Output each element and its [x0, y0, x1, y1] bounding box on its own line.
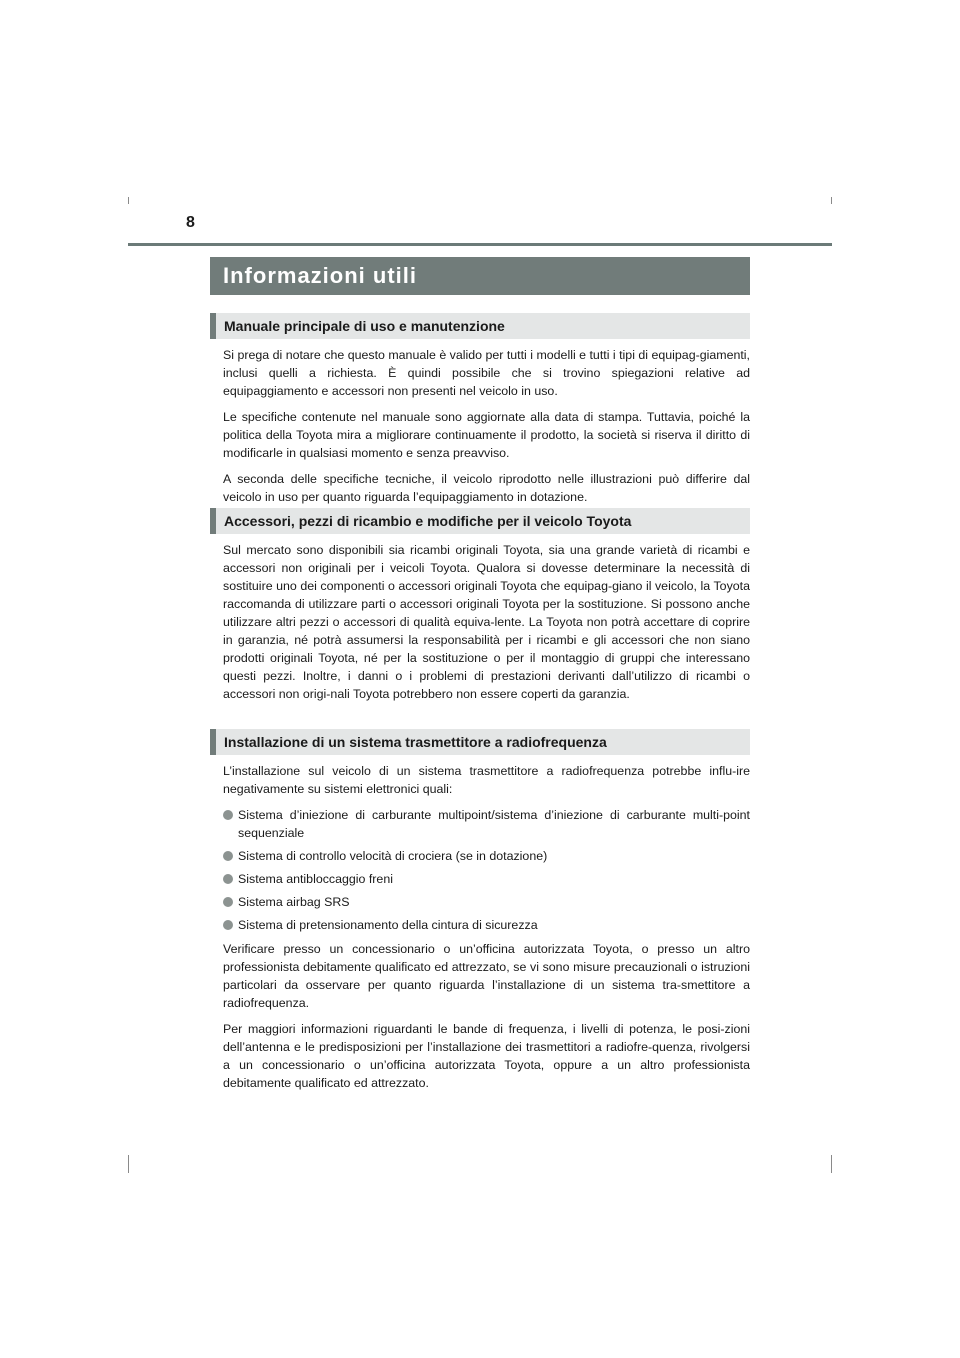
paragraph-intro: L’installazione sul veicolo di un sistema trasmettitore a radiofrequenza potrebbe influ-ire negativamente su sistemi elettronici quali: [223, 764, 750, 796]
bullet-icon [223, 851, 233, 861]
page-number: 8 [186, 214, 195, 231]
paragraph: A seconda delle specifiche tecniche, il veicolo riprodotto nelle illustrazioni può differire dal veicolo in uso per quanto riguarda l’equipaggiamento in dotazione. [223, 472, 750, 504]
section-body [210, 762, 750, 1092]
list-item [223, 870, 750, 888]
bullet-icon [223, 920, 233, 930]
list-item [223, 916, 750, 934]
section-installazione [210, 729, 750, 1100]
section-manuale [210, 313, 750, 514]
page-title: Informazioni utili [210, 257, 750, 295]
bullet-icon [223, 874, 233, 884]
paragraph: Le specifiche contenute nel manuale sono aggiornate alla data di stampa. Tuttavia, poiché la politica della Toyota mira a migliorare continuamente il prodotto, la società si riserva il diritto di modificarle in qualsiasi momento e senza preavviso. [223, 410, 750, 460]
list-item-text: Sistema di controllo velocità di crociera (se in dotazione) [238, 849, 548, 863]
section-header: Accessori, pezzi di ricambio e modifiche per il veicolo Toyota [210, 508, 750, 534]
crop-mark-top-right [831, 197, 832, 204]
crop-mark-bottom-left [128, 1155, 129, 1173]
bullet-icon [223, 810, 233, 820]
list-item-text: Sistema d’iniezione di carburante multipoint/sistema d’iniezione di carburante multi-point sequenziale [238, 808, 750, 840]
list-item-text: Sistema di pretensionamento della cintura di sicurezza [238, 918, 538, 932]
section-body [210, 346, 750, 506]
section-accessori [210, 508, 750, 711]
header-rule [128, 243, 832, 246]
list-item [223, 806, 750, 842]
paragraph: Si prega di notare che questo manuale è valido per tutti i modelli e tutti i tipi di equipag-giamenti, inclusi quelli a richiesta. È quindi possibile che si trovino spiegazioni relative ad equipaggiamento e accessori non presenti nel veicolo in uso. [223, 348, 750, 398]
list-item [223, 893, 750, 911]
list-item-text: Sistema airbag SRS [238, 895, 350, 909]
paragraph: Per maggiori informazioni riguardanti le bande di frequenza, i livelli di potenza, le posi-zioni dell’antenna e le predisposizioni per l’installazione dei trasmettitori a radiofre-quenza, rivolgersi a un concessionario o un’officina autorizzata Toyota, oppure a un altro professionista debitamente qualificato ed attrezzato. [223, 1022, 750, 1090]
section-header: Installazione di un sistema trasmettitore a radiofrequenza [210, 729, 750, 755]
list-item [223, 847, 750, 865]
section-body [210, 541, 750, 703]
crop-mark-top-left [128, 197, 129, 204]
paragraph: Verificare presso un concessionario o un’officina autorizzata Toyota, o presso un altro professionista debitamente qualificato ed attrezzato, se vi sono misure precauzionali o istruzioni particolari da osservare per quanto riguarda l’installazione di un sistema tra-smettitore a radiofrequenza. [223, 942, 750, 1010]
paragraph: Sul mercato sono disponibili sia ricambi originali Toyota, sia una grande varietà di ricambi e accessori non originali per i veicoli Toyota. Qualora si dovesse determinare la necessità di sostituire uno dei componenti o accessori originali Toyota che equipag-giano il veicolo, la Toyota raccomanda di utilizzare parti o accessori originali Toyota per la sostituzione. Si possono anche utilizzare altri pezzi o accessori di qualità equiva-lente. La Toyota non potrà accettare di coprire in garanzia, né potrà assumersi la responsabilità per i ricambi e gli accessori che non siano prodotti originali Toyota, né per la sostituzione o per il montaggio di gruppi che interessano questi pezzi. Inoltre, i danni o i problemi di prestazioni derivanti dall’utilizzo di ricambi o accessori non origi-nali Toyota potrebbero non essere coperti da garanzia. [223, 543, 750, 701]
crop-mark-bottom-right [831, 1155, 832, 1173]
list-item-text: Sistema antibloccaggio freni [238, 872, 393, 886]
section-header: Manuale principale di uso e manutenzione [210, 313, 750, 339]
bullet-icon [223, 897, 233, 907]
bullet-list [223, 806, 750, 934]
